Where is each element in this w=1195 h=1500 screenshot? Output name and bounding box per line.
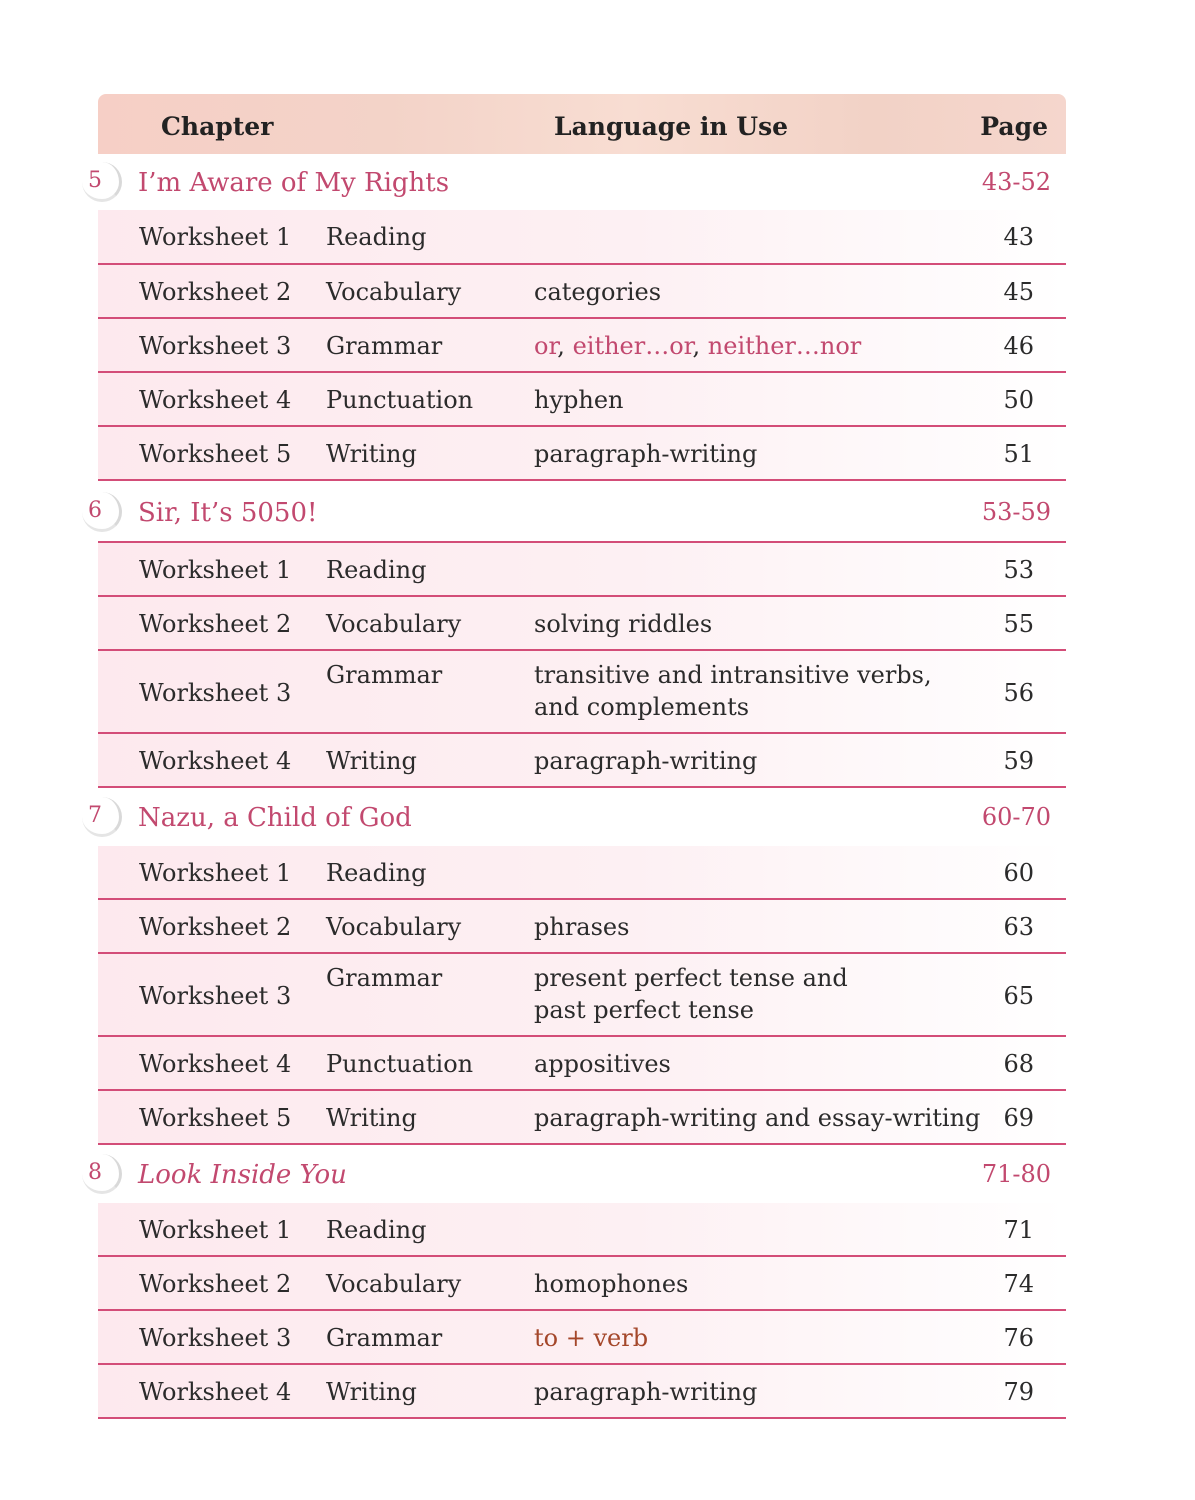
worksheet-category: Punctuation	[326, 386, 474, 414]
chapter-title: Nazu, a Child of God	[138, 803, 412, 833]
language-in-use: homophones	[534, 1270, 689, 1298]
worksheet-label: Worksheet 5	[139, 1104, 292, 1132]
language-in-use: hyphen	[534, 386, 624, 414]
worksheet-label: Worksheet 1	[139, 223, 292, 251]
worksheet-row[interactable]	[98, 265, 1066, 319]
worksheet-page: 50	[1003, 386, 1034, 414]
worksheet-category: Grammar	[326, 661, 443, 689]
worksheet-label: Worksheet 1	[139, 556, 292, 584]
worksheet-row[interactable]	[98, 1091, 1066, 1145]
worksheet-label: Worksheet 4	[139, 1050, 292, 1078]
header-language-in-use: Language in Use	[554, 112, 789, 141]
worksheet-category: Reading	[326, 223, 427, 251]
worksheet-label: Worksheet 4	[139, 1378, 292, 1406]
chapter-number: 7	[88, 803, 102, 828]
worksheet-row[interactable]	[98, 846, 1066, 900]
worksheet-page: 63	[1003, 913, 1034, 941]
worksheet-page: 51	[1003, 440, 1034, 468]
worksheet-category: Vocabulary	[326, 1270, 462, 1298]
worksheet-page: 59	[1003, 747, 1034, 775]
worksheet-label: Worksheet 3	[139, 332, 292, 360]
worksheet-category: Reading	[326, 859, 427, 887]
chapter-number: 6	[88, 498, 102, 523]
worksheet-page: 79	[1003, 1378, 1034, 1406]
worksheet-page: 60	[1003, 859, 1034, 887]
worksheet-page: 55	[1003, 610, 1034, 638]
worksheet-category: Punctuation	[326, 1050, 474, 1078]
chapter-page-range: 43-52	[981, 168, 1051, 196]
language-in-use-line: present perfect tense and	[534, 964, 848, 992]
language-separator: ,	[557, 332, 573, 360]
worksheet-category: Vocabulary	[326, 913, 462, 941]
chapter-heading[interactable]	[80, 1148, 1066, 1206]
worksheet-category: Grammar	[326, 964, 443, 992]
worksheet-row[interactable]	[98, 954, 1066, 1037]
language-in-use: paragraph-writing and essay-writing	[534, 1104, 981, 1132]
language-in-use: paragraph-writing	[534, 1378, 758, 1406]
worksheet-label: Worksheet 2	[139, 610, 292, 638]
worksheet-category: Writing	[326, 440, 417, 468]
chapter-title: I’m Aware of My Rights	[138, 168, 450, 198]
worksheet-category: Grammar	[326, 1324, 443, 1352]
worksheet-row[interactable]	[98, 1037, 1066, 1091]
worksheet-label: Worksheet 4	[139, 386, 292, 414]
worksheet-row[interactable]	[98, 1365, 1066, 1419]
language-in-use-line: transitive and intransitive verbs,	[534, 661, 932, 689]
worksheet-page: 43	[1003, 223, 1034, 251]
worksheet-category: Writing	[326, 1104, 417, 1132]
chapter-heading[interactable]	[80, 156, 1066, 214]
worksheet-label: Worksheet 2	[139, 913, 292, 941]
language-in-use: solving riddles	[534, 610, 713, 638]
worksheet-label: Worksheet 1	[139, 859, 292, 887]
worksheet-row[interactable]	[98, 373, 1066, 427]
worksheet-label: Worksheet 1	[139, 1216, 292, 1244]
language-in-use	[534, 330, 861, 362]
worksheet-category: Writing	[326, 747, 417, 775]
worksheet-page: 74	[1003, 1270, 1034, 1298]
language-term: or	[534, 332, 558, 360]
language-in-use-line: and complements	[534, 693, 750, 721]
worksheet-category: Reading	[326, 556, 427, 584]
chapter-title: Look Inside You	[138, 1160, 347, 1190]
worksheet-page: 53	[1003, 556, 1034, 584]
language-in-use: paragraph-writing	[534, 440, 758, 468]
worksheet-page: 56	[1003, 679, 1034, 707]
worksheet-category: Vocabulary	[326, 610, 462, 638]
worksheet-category: Vocabulary	[326, 278, 462, 306]
worksheet-page: 68	[1003, 1050, 1034, 1078]
worksheet-row[interactable]	[98, 597, 1066, 651]
worksheet-label: Worksheet 3	[139, 1324, 292, 1352]
worksheet-row[interactable]	[98, 210, 1066, 265]
language-in-use: to + verb	[534, 1324, 649, 1352]
worksheet-label: Worksheet 4	[139, 747, 292, 775]
chapter-page-range: 60-70	[981, 803, 1051, 831]
chapter-number: 5	[88, 168, 102, 193]
chapter-heading[interactable]	[80, 791, 1066, 849]
language-in-use: paragraph-writing	[534, 747, 758, 775]
chapter-page-range: 53-59	[981, 498, 1051, 526]
chapter-number: 8	[88, 1160, 102, 1185]
worksheet-page: 65	[1003, 982, 1034, 1010]
chapter-title: Sir, It’s 5050!	[138, 498, 318, 528]
worksheet-row[interactable]	[98, 1203, 1066, 1257]
worksheet-label: Worksheet 3	[139, 982, 292, 1010]
worksheet-label: Worksheet 2	[139, 278, 292, 306]
worksheet-row[interactable]	[98, 900, 1066, 954]
worksheet-row[interactable]	[98, 319, 1066, 373]
worksheet-label: Worksheet 5	[139, 440, 292, 468]
table-header	[98, 94, 1066, 154]
worksheet-row[interactable]	[98, 1311, 1066, 1365]
worksheet-row[interactable]	[98, 1257, 1066, 1311]
worksheet-row[interactable]	[98, 427, 1066, 481]
worksheet-category: Reading	[326, 1216, 427, 1244]
worksheet-page: 45	[1003, 278, 1034, 306]
worksheet-label: Worksheet 3	[139, 679, 292, 707]
language-separator: ,	[692, 332, 708, 360]
worksheet-category: Grammar	[326, 332, 443, 360]
worksheet-label: Worksheet 2	[139, 1270, 292, 1298]
worksheet-page: 46	[1003, 332, 1034, 360]
worksheet-category: Writing	[326, 1378, 417, 1406]
worksheet-row[interactable]	[98, 734, 1066, 788]
language-in-use: appositives	[534, 1050, 671, 1078]
language-in-use: categories	[534, 278, 662, 306]
header-page: Page	[980, 112, 1048, 141]
worksheet-row[interactable]	[98, 541, 1066, 597]
worksheet-page: 69	[1003, 1104, 1034, 1132]
language-in-use-line: past perfect tense	[534, 996, 754, 1024]
header-chapter: Chapter	[161, 112, 274, 141]
chapter-page-range: 71-80	[981, 1160, 1051, 1188]
language-term: neither…nor	[707, 332, 862, 360]
worksheet-page: 71	[1003, 1216, 1034, 1244]
chapter-heading[interactable]	[80, 486, 1066, 544]
worksheet-row[interactable]	[98, 651, 1066, 734]
language-in-use: phrases	[534, 913, 630, 941]
language-term: either…or	[572, 332, 693, 360]
worksheet-page: 76	[1003, 1324, 1034, 1352]
